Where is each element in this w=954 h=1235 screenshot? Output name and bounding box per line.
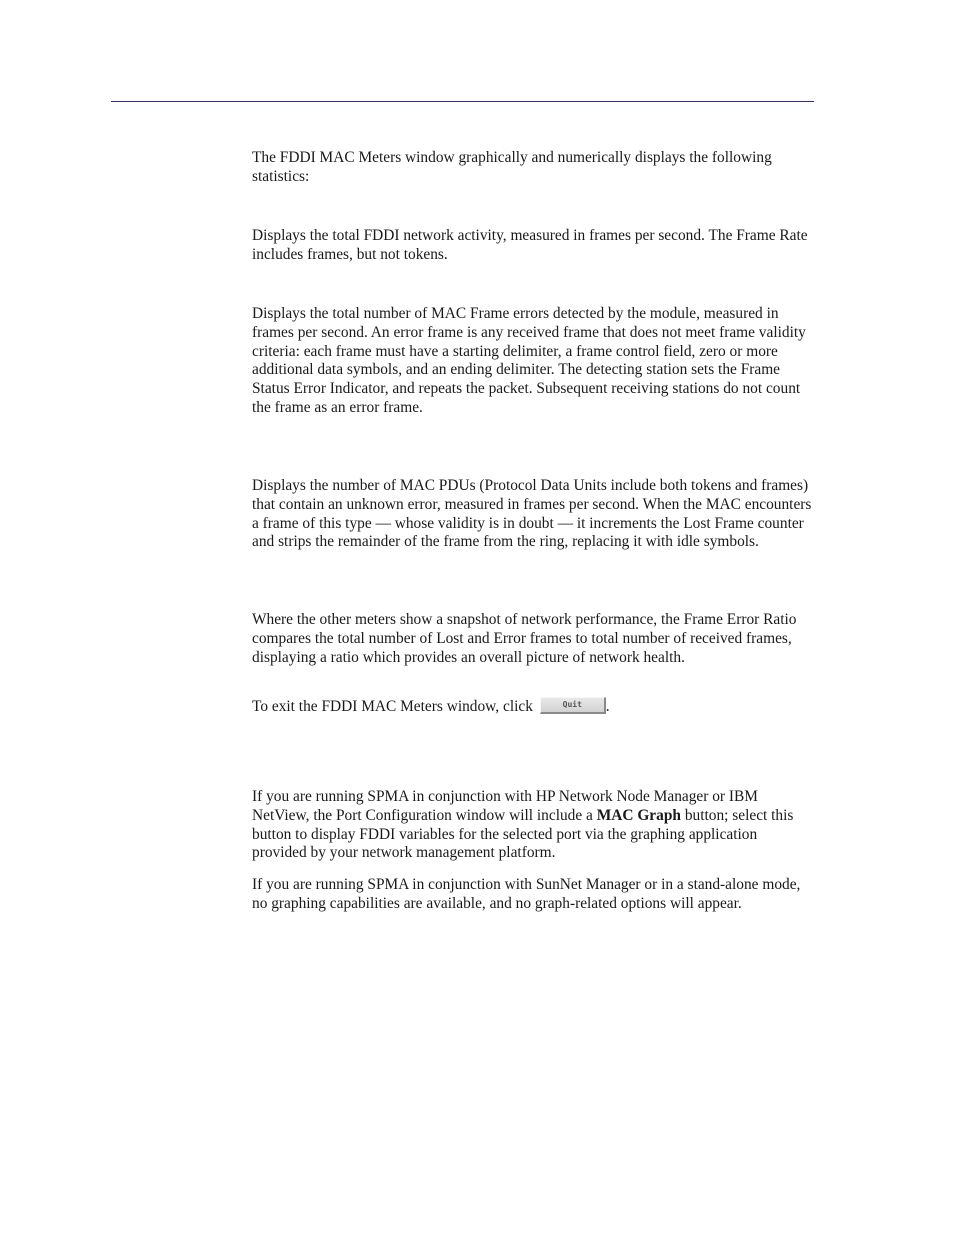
sunnet-manager-paragraph: If you are running SPMA in conjunction with SunNet Manager or in a stand-alone mode, no graphing capabilities are available, and no graph-related options will appear.: [252, 876, 801, 912]
frame-error-ratio-description: Where the other meters show a snapshot of network performance, the Frame Error Ratio compares the total number of Lost and Error frames to total number of received frames, displaying a ratio which provides an overall picture of network health.: [252, 611, 797, 666]
quit-button[interactable]: Quit: [540, 697, 606, 714]
mac-graph-button-name: MAC Graph: [596, 806, 681, 824]
frame-rate-description: Displays the total FDDI network activity, measured in frames per second. The Frame Rate includes frames, but not tokens.: [252, 227, 808, 263]
lost-frames-description: Displays the number of MAC PDUs (Protocol Data Units include both tokens and frames) that contain an unknown error, measured in frames per second. When the MAC encounters a frame of this type — whose validity is in doubt — it increments the Lost Frame counter and strips the remainder of the frame from the ring, replacing it with idle symbols.: [252, 477, 812, 551]
error-frames-description: Displays the total number of MAC Frame errors detected by the module, measured in frames per second. An error frame is any received frame that does not meet frame validity criteria: each frame must have a starting delimiter, a frame control field, zero or more additional data symbols, and an ending delimiter. The detecting station sets the Frame Status Error Indicator, and repeats the packet. Subsequent receiving stations do not count the frame as an error frame.: [252, 305, 806, 416]
exit-instruction: [252, 698, 812, 717]
mac-graph-text-after: button; select this button to display FDDI variables for the selected port via the graphing application provided by your network management platform.: [252, 806, 794, 862]
mac-graph-paragraph: [252, 788, 812, 863]
exit-instruction-period: .: [605, 698, 610, 715]
exit-instruction-text: To exit the FDDI MAC Meters window, click: [252, 698, 533, 715]
intro-paragraph: The FDDI MAC Meters window graphically and numerically displays the following statistics:: [252, 149, 772, 185]
mac-graph-text-before: If you are running SPMA in conjunction with HP Network Node Manager or IBM NetView, the Port Configuration window will include a: [252, 788, 758, 824]
header-rule: [111, 101, 814, 102]
